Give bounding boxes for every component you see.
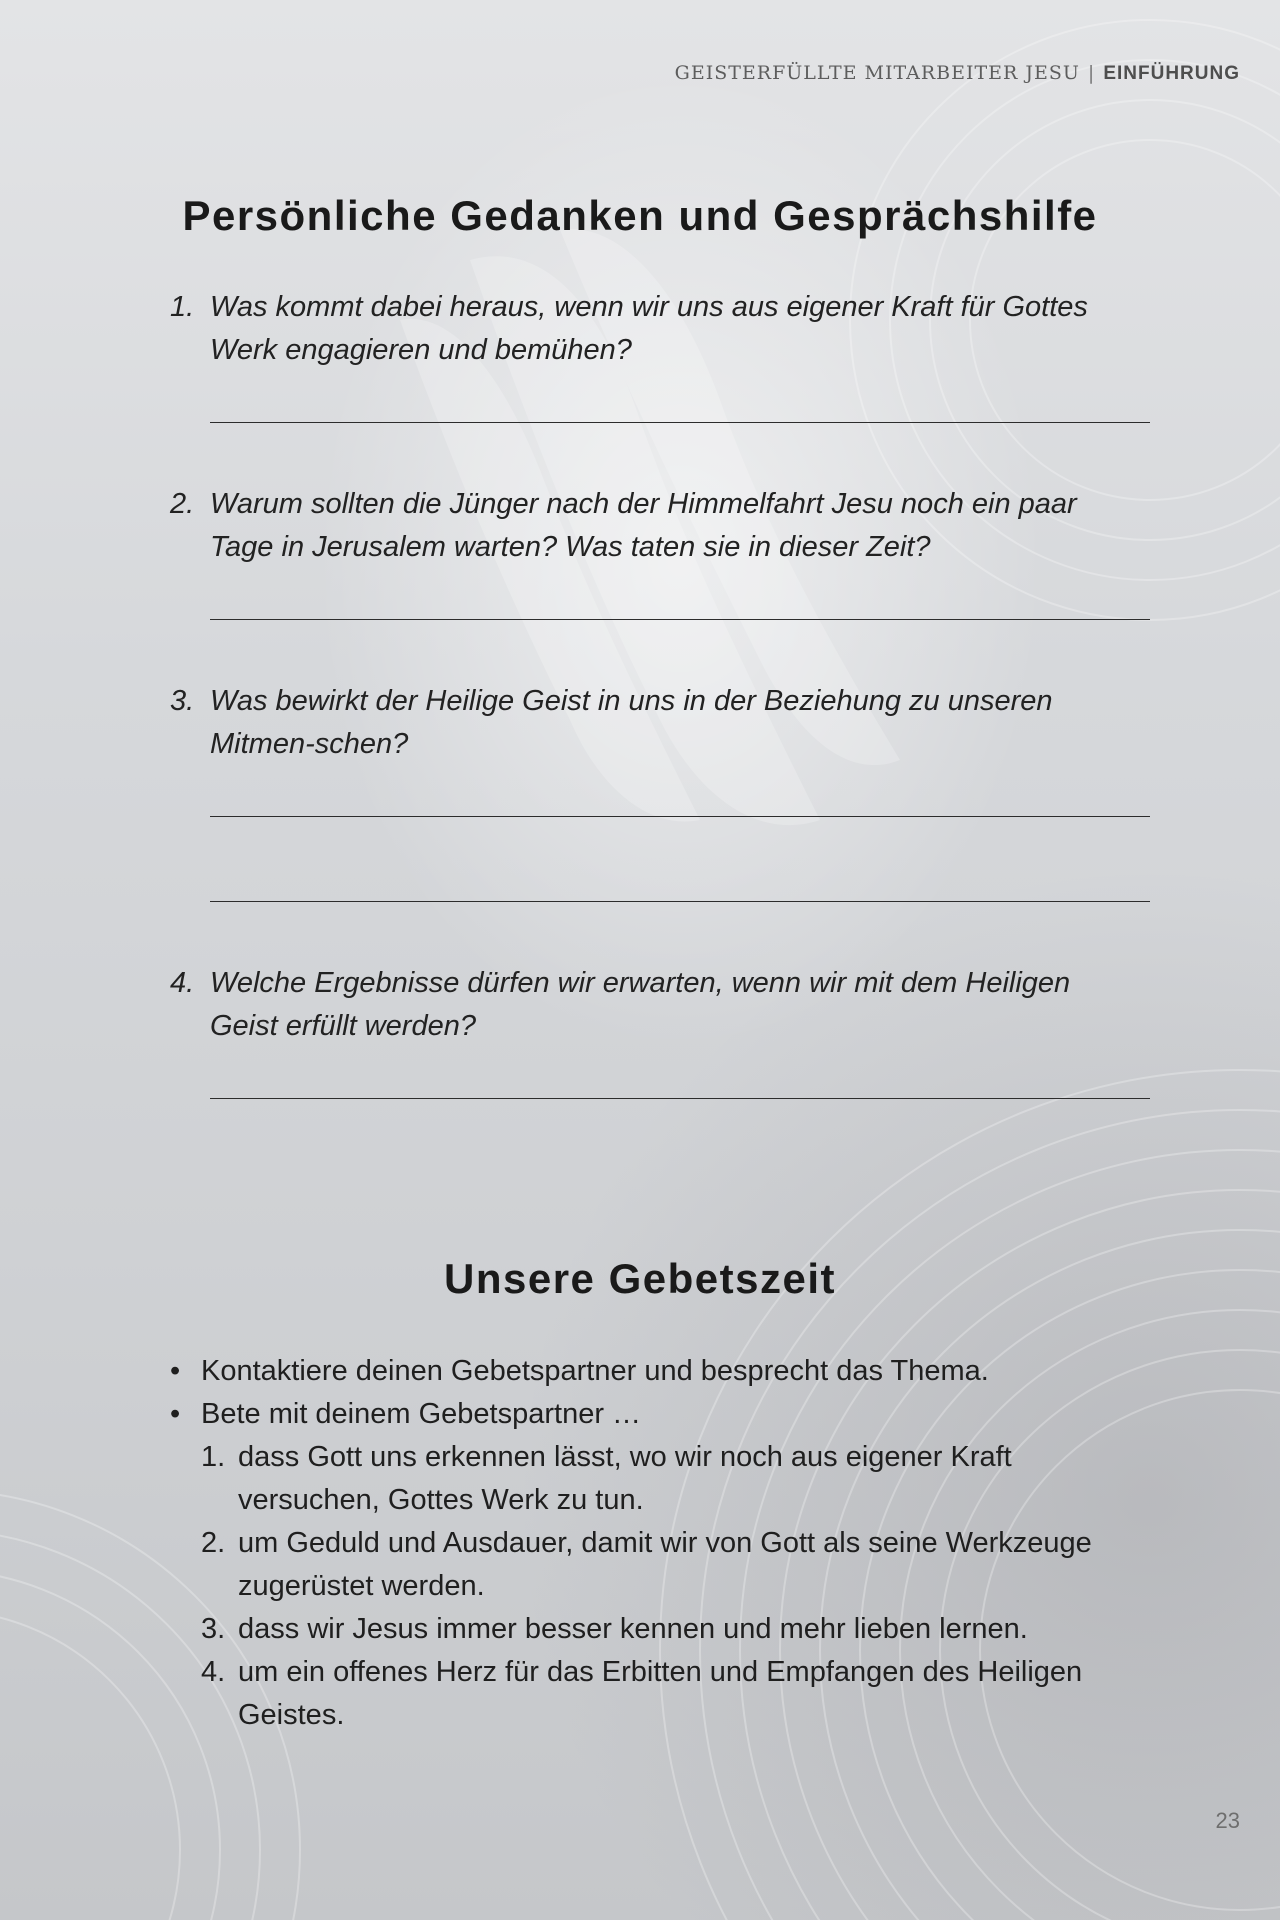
- prayer-item: [168, 1608, 1128, 1651]
- question-text: Was kommt dabei heraus, wenn wir uns aus eigener Kraft für Gottes Werk engagieren und bemühen?: [210, 291, 1088, 366]
- running-header: [675, 62, 1240, 85]
- question-number: 3.: [170, 685, 195, 717]
- prayer-item-text: um ein offenes Herz für das Erbitten und Empfangen des Heiligen Geistes.: [238, 1656, 1083, 1731]
- answer-line[interactable]: [210, 901, 1150, 902]
- question-3: [170, 680, 1150, 902]
- answer-line[interactable]: [210, 422, 1150, 423]
- question-text: Warum sollten die Jünger nach der Himmelfahrt Jesu noch ein paar Tage in Jerusalem warten? Was taten sie in dieser Zeit?: [210, 488, 1077, 563]
- header-separator: |: [1087, 62, 1096, 84]
- answer-line[interactable]: [210, 619, 1150, 620]
- prayer-item-number: 3.: [201, 1613, 226, 1645]
- question-number: 1.: [170, 291, 195, 323]
- page-number: 23: [1215, 1808, 1240, 1833]
- bullet-icon: •: [170, 1355, 181, 1387]
- answer-line[interactable]: [210, 1098, 1150, 1099]
- prayer-item-number: 1.: [201, 1441, 226, 1473]
- prayer-sublist: [168, 1436, 1128, 1737]
- section-title-reflection: Persönliche Gedanken und Gesprächshilfe: [182, 192, 1098, 239]
- prayer-item-text: dass wir Jesus immer besser kennen und mehr lieben lernen.: [238, 1613, 1028, 1645]
- prayer-item-text: dass Gott uns erkennen lässt, wo wir noch aus eigener Kraft versuchen, Gottes Werk zu tun.: [238, 1441, 1012, 1516]
- prayer-item: [168, 1436, 1128, 1522]
- section-title-prayer: Unsere Gebetszeit: [444, 1255, 836, 1302]
- header-book-title: GEISTERFÜLLTE MITARBEITER JESU: [674, 62, 1080, 84]
- prayer-item: [168, 1651, 1128, 1737]
- question-2: [170, 483, 1150, 620]
- question-number: 2.: [170, 488, 195, 520]
- bullet-icon: •: [170, 1398, 181, 1430]
- question-1: [170, 286, 1150, 423]
- bullet-item: [168, 1393, 1128, 1436]
- prayer-item: [168, 1522, 1128, 1608]
- prayer-item-text: um Geduld und Ausdauer, damit wir von Gott als seine Werkzeuge zugerüstet werden.: [238, 1527, 1092, 1602]
- question-list: [170, 286, 1150, 1099]
- bullet-item: [168, 1350, 1128, 1393]
- answer-line[interactable]: [210, 816, 1150, 817]
- bullet-text: Kontaktiere deinen Gebetspartner und besprecht das Thema.: [201, 1355, 989, 1387]
- prayer-item-number: 4.: [201, 1656, 226, 1688]
- bullet-text: Bete mit deinem Gebetspartner …: [201, 1398, 642, 1430]
- question-text: Was bewirkt der Heilige Geist in uns in der Beziehung zu unseren Mitmen-schen?: [210, 685, 1053, 760]
- question-4: [170, 962, 1150, 1099]
- question-number: 4.: [170, 967, 195, 999]
- question-text: Welche Ergebnisse dürfen wir erwarten, wenn wir mit dem Heiligen Geist erfüllt werden?: [210, 967, 1071, 1042]
- prayer-list: [168, 1350, 1128, 1737]
- header-chapter: EINFÜHRUNG: [1103, 63, 1240, 84]
- prayer-item-number: 2.: [201, 1527, 226, 1559]
